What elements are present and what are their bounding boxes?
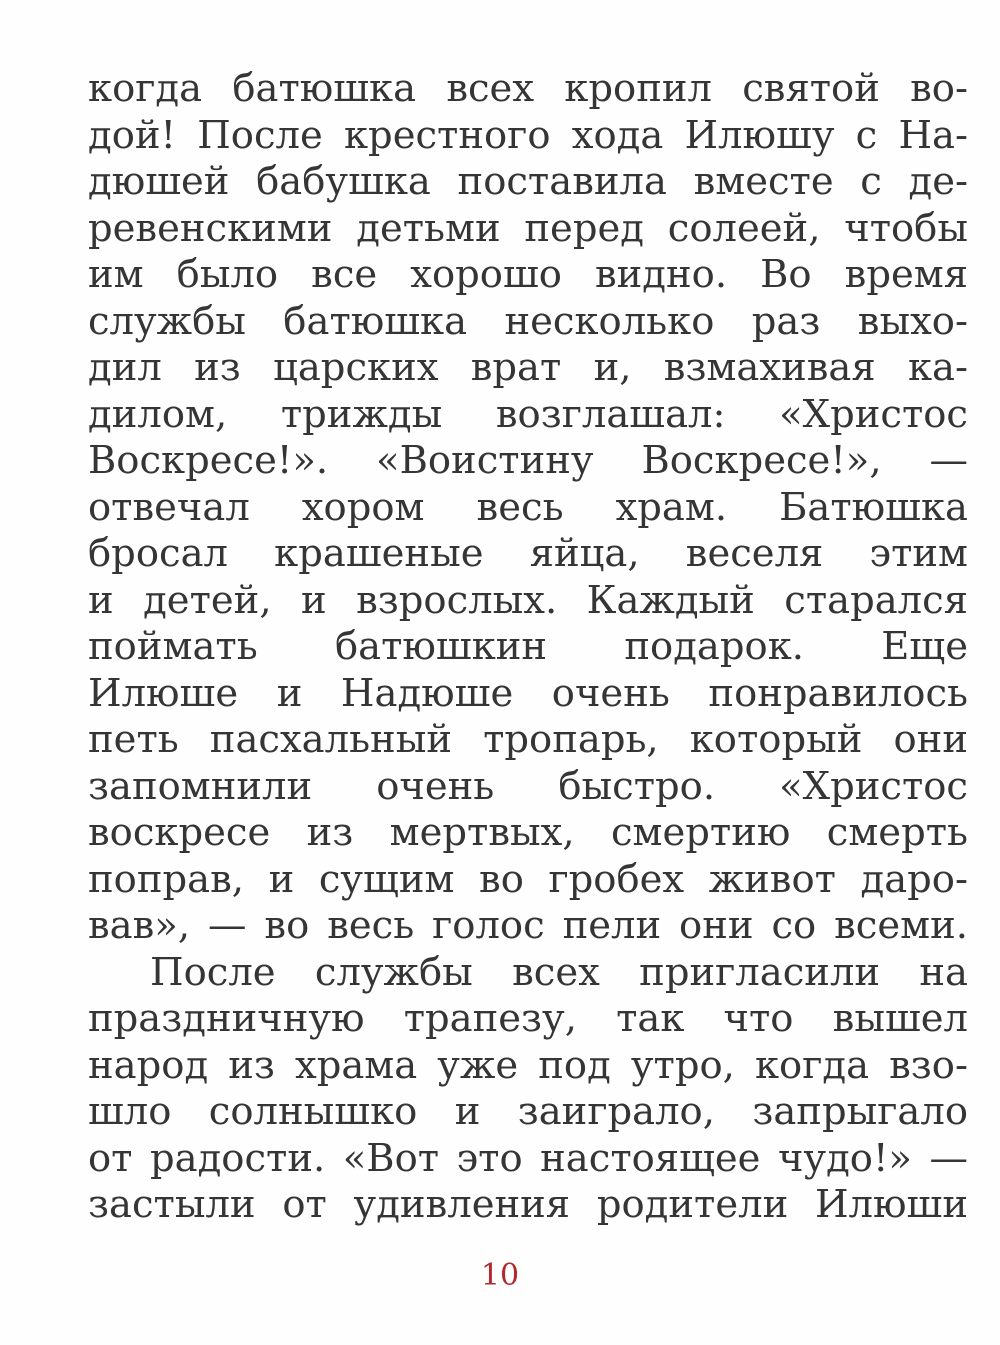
- text-line: поймать батюшкин подарок. Еще: [88, 624, 968, 669]
- text-line: народ из храма уже под утро, когда взо-: [88, 1042, 968, 1088]
- text-line: дилом, трижды возглашал: «Христос: [88, 391, 968, 437]
- body-text: [88, 66, 968, 1229]
- text-line: шло солнышко и заиграло, запрыгало: [88, 1089, 968, 1134]
- text-line: Илюше и Надюше очень понравилось: [88, 670, 968, 716]
- text-line: дил из царских врат и, взмахивая ка-: [88, 345, 968, 390]
- text-line: дой! После крестного хода Илюшу с На-: [88, 112, 968, 158]
- text-line: поправ, и сущим во гробех живот даро-: [88, 856, 968, 902]
- text-line: воскресе из мертвых, смертию смерть: [88, 810, 968, 855]
- text-line: им было все хорошо видно. Во время: [88, 252, 968, 297]
- text-line: запомнили очень быстро. «Христос: [88, 763, 968, 809]
- text-line: бросал крашеные яйца, веселя этим: [88, 531, 968, 576]
- text-line: дюшей бабушка поставила вместе с де-: [88, 159, 968, 204]
- text-line: петь пасхальный тропарь, который они: [88, 717, 968, 762]
- text-line: праздничную трапезу, так что вышел: [88, 996, 968, 1041]
- text-line: застыли от удивления родители Илюши: [88, 1182, 968, 1227]
- text-line: службы батюшка несколько раз выхо-: [88, 298, 968, 344]
- text-line: и детей, и взрослых. Каждый старался: [88, 577, 968, 623]
- text-line: от радости. «Вот это настоящее чудо!» —: [88, 1135, 968, 1181]
- text-line: когда батюшка всех кропил святой во-: [88, 66, 968, 111]
- page-number: 10: [480, 1258, 520, 1293]
- text-line: вав», — во весь голос пели они со всеми.: [88, 903, 968, 948]
- text-line: ревенскими детьми перед солеей, чтобы: [88, 205, 968, 251]
- paragraph-first-line: После службы всех пригласили на: [150, 949, 968, 995]
- text-line: Воскресе!». «Воистину Воскресе!», —: [88, 438, 968, 483]
- text-line: отвечал хором весь храм. Батюшка: [88, 484, 968, 530]
